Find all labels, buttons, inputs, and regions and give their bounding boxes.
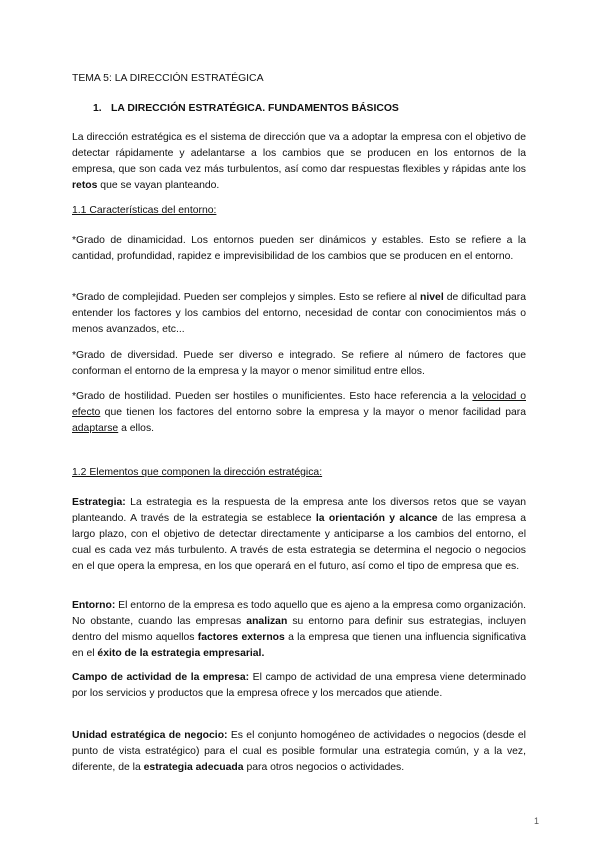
complejidad-text: *Grado de complejidad. Pueden ser complejos y simples. Esto se refiere al — [72, 292, 421, 303]
paragraph-entorno — [72, 598, 526, 662]
section-heading — [93, 101, 547, 117]
hostilidad-text-mid: que tienen los factores del entorno sobre la empresa y la mayor o menor facilidad para — [100, 407, 526, 418]
campo-term: Campo de actividad de la empresa: — [72, 672, 250, 683]
estrategia-term: Estrategia: — [72, 497, 126, 508]
paragraph-campo — [72, 670, 526, 702]
paragraph-hostilidad — [72, 389, 526, 437]
entorno-bold-3: éxito de la estrategia empresarial. — [97, 648, 265, 659]
intro-bold: retos — [72, 180, 98, 191]
entorno-term: Entorno: — [72, 600, 116, 611]
complejidad-bold: nivel — [420, 292, 444, 303]
paragraph-diversidad: *Grado de diversidad. Puede ser diverso e integrado. Se refiere al número de factores que conforman el entorno de la empresa y la mayor o menor similitud entre ellos. — [72, 350, 526, 377]
hostilidad-text-end: a ellos. — [118, 423, 155, 434]
paragraph-unidad — [72, 728, 526, 776]
topic-title: TEMA 5: LA DIRECCIÓN ESTRATÉGICA — [72, 73, 264, 84]
entorno-text: El entorno de la empresa es todo aquello que es ajeno a la empresa como organización. No obstante, cuando las empresas — [72, 600, 526, 627]
entorno-bold-1: analizan — [246, 616, 288, 627]
subsection-heading-1-1: 1.1 Características del entorno: — [72, 205, 217, 216]
entorno-bold-2: factores externos — [197, 632, 285, 643]
hostilidad-text: *Grado de hostilidad. Pueden ser hostiles o munificientes. Esto hace referencia a la — [72, 391, 473, 402]
entorno-text-mid-2: a la empresa que tienen una influencia significativa en el — [72, 632, 526, 659]
heading-number: 1. — [93, 103, 102, 114]
unidad-text: Es el conjunto homogéneo de actividades o negocios (desde el punto de vista estratégico) para el cual es posible formular una estrategia común, y a la vez, diferente, de la — [72, 730, 526, 773]
paragraph-estrategia — [72, 495, 526, 575]
unidad-text-end: para otros negocios o actividades. — [243, 762, 405, 773]
estrategia-bold: la orientación y alcance — [315, 513, 438, 524]
estrategia-text-end: de las empresa a largo plazo, con el objetivo de detectar directamente y anticiparse a los cambios del entorno, el cual es cada vez más turbulento. A través de esta estrategia se determina el negocio o negocios en el que opera la empresa, en los que operará en el futuro, así como el tipo de empresa que es. — [72, 513, 526, 572]
complejidad-text-end: de dificultad para entender los factores y los cambios del entorno, necesidad de contar con conocimientos más o menos avanzados, etc... — [72, 292, 526, 335]
page-number: 1 — [534, 816, 540, 826]
paragraph-complejidad — [72, 290, 526, 338]
hostilidad-underline: velocidad o efecto — [72, 391, 526, 418]
unidad-term: Unidad estratégica de negocio: — [72, 730, 228, 741]
heading-text: LA DIRECCIÓN ESTRATÉGICA. FUNDAMENTOS BÁSICOS — [111, 103, 399, 114]
unidad-bold: estrategia adecuada — [143, 762, 244, 773]
subsection-heading-1-2: 1.2 Elementos que componen la dirección estratégica: — [72, 467, 323, 478]
paragraph-dinamicidad: *Grado de dinamicidad. Los entornos pueden ser dinámicos y estables. Esto se refiere a la cantidad, profundidad, rapidez e imprevisibilidad de los cambios que se producen en el entorno. — [72, 235, 526, 262]
intro-text-end: que se vayan planteando. — [97, 180, 220, 191]
entorno-text-mid: su entorno para definir sus estrategias, incluyen dentro del mismo aquellos — [72, 616, 526, 643]
intro-text: La dirección estratégica es el sistema de dirección que va a adoptar la empresa con el objetivo de detectar rápidamente y adelantarse a los cambios que se producen en los entornos de la empresa, que son cada vez más turbulentos, así como dar respuestas flexibles y rápidas ante los — [72, 132, 526, 175]
campo-text: El campo de actividad de una empresa viene determinado por los servicios y productos que la empresa ofrece y los mercados que atiende. — [72, 672, 526, 699]
estrategia-text: La estrategia es la respuesta de la empresa ante los diversos retos que se vayan planteando. A través de la estrategia se establece — [72, 497, 526, 524]
intro-paragraph — [72, 130, 526, 194]
hostilidad-underline-2: adaptarse — [72, 423, 119, 434]
